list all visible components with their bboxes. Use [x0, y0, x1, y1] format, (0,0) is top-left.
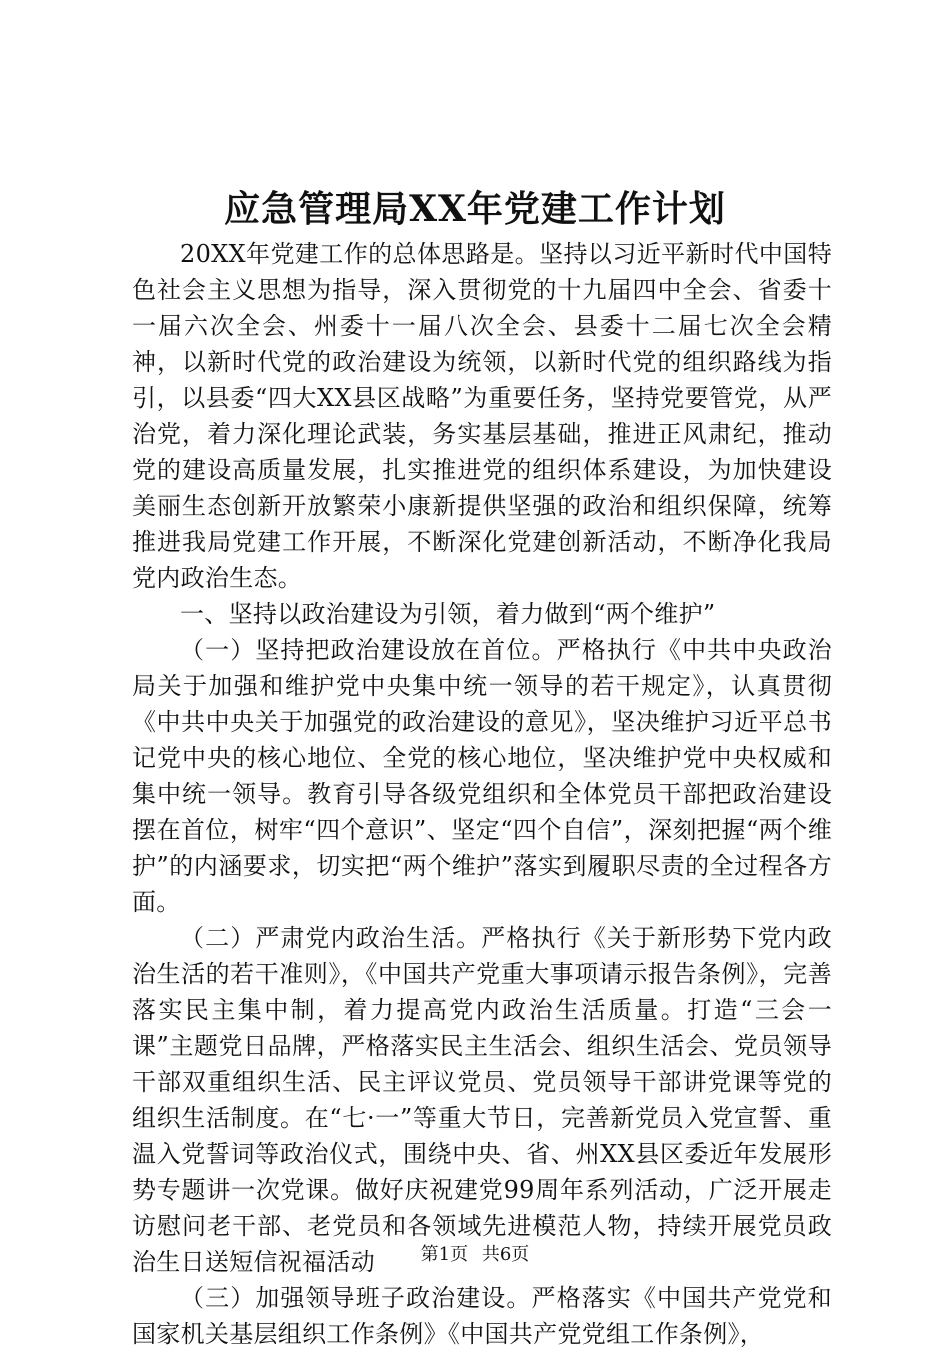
page-footer: [0, 1243, 950, 1267]
document-body: [132, 236, 832, 1352]
paragraph-1-3: （三）加强领导班子政治建设。严格落实《中国共产党党和国家机关基层组织工作条例》《中国共产党党组工作条例》，: [132, 1284, 832, 1348]
document-title: 应急管理局XX年党建工作计划: [224, 188, 726, 230]
page-number: 第1页: [420, 1244, 469, 1265]
paragraph-1-1: （一）坚持把政治建设放在首位。严格执行《中共中央政治局关于加强和维护党中央集中统一领导的若干规定》，认真贯彻《中共中央关于加强党的政治建设的意见》，坚决维护习近平总书记党中央的核心地位、全党的核心地位，坚决维护党中央权威和集中统一领导。教育引导各级党组织和全体党员干部把政治建设摆在首位，树牢“四个意识”、坚定“四个自信”，深刻把握“两个维护”的内涵要求，切实把“两个维护”落实到履职尽责的全过程各方面。: [132, 636, 832, 916]
paragraph-1-2: （二）严肃党内政治生活。严格执行《关于新形势下党内政治生活的若干准则》，《中国共产党重大事项请示报告条例》，完善落实民主集中制，着力提高党内政治生活质量。打造“三会一课”主题党日品牌，严格落实民主生活会、组织生活会、党员领导干部双重组织生活、民主评议党员、党员领导干部讲党课等党的组织生活制度。在“七·一”等重大节日，完善新党员入党宣誓、重温入党誓词等政治仪式，围绕中央、省、州XX县区委近年发展形势专题讲一次党课。做好庆祝建党99周年系列活动，广泛开展走访慰问老干部、老党员和各领域先进模范人物，持续开展党员政治生日送短信祝福活动: [132, 924, 832, 1276]
page-total: 共6页: [481, 1244, 530, 1265]
paragraph-overview: 20XX年党建工作的总体思路是。坚持以习近平新时代中国特色社会主义思想为指导，深入贯彻党的十九届四中全会、省委十一届六次全会、州委十一届八次全会、县委十二届七次全会精神，以新时代党的政治建设为统领，以新时代党的组织路线为指引，以县委“四大XX县区战略”为重要任务，坚持党要管党，从严治党，着力深化理论武装，务实基层基础，推进正风肃纪，推动党的建设高质量发展，扎实推进党的组织体系建设，为加快建设美丽生态创新开放繁荣小康新提供坚强的政治和组织保障，统筹推进我局党建工作开展，不断深化党建创新活动，不断净化我局党内政治生态。: [132, 240, 832, 592]
section-heading-1: 一、坚持以政治建设为引领，着力做到“两个维护”: [180, 600, 716, 628]
